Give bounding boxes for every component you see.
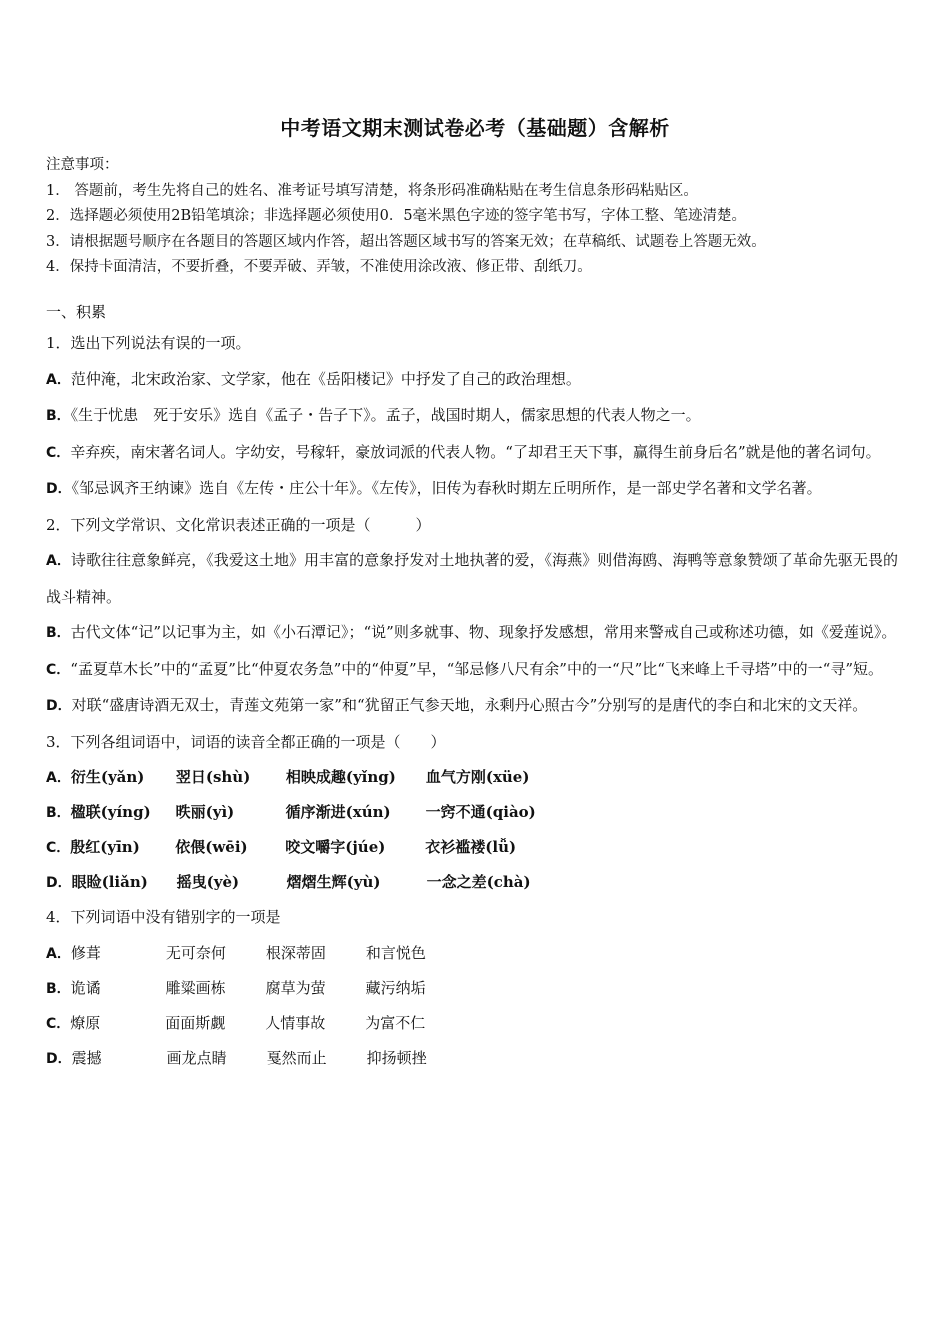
page-title: 中考语文期末测试卷必考（基础题）含解析 bbox=[280, 116, 670, 140]
option-word: 诡谲 bbox=[70, 978, 101, 997]
option-text: 辛弃疾，南宋著名词人。字幼安，号稼轩，豪放词派的代表人物。“了却君王天下事，赢得生前身后名”就是他的著名词句。 bbox=[70, 442, 881, 461]
option-word: 摇曳(yè) bbox=[176, 873, 240, 891]
question-2-option-a bbox=[46, 543, 898, 615]
question-3-option-b bbox=[46, 795, 898, 830]
option-text: 范仲淹，北宋政治家、文学家，他在《岳阳楼记》中抒发了自己的政治理想。 bbox=[70, 369, 581, 388]
option-word: 血气方刚(xüe) bbox=[425, 768, 530, 786]
option-word: 面面斯觑 bbox=[165, 1013, 226, 1032]
section-heading: 一、积累 bbox=[46, 303, 107, 321]
question-1-option-d bbox=[46, 471, 898, 508]
option-label: B． bbox=[46, 408, 71, 424]
option-text: 古代文体“记”以记事为主，如《小石潭记》；“说”则多就事、物、现象抒发感想，常用来警戒自己或称述功德，如《爱莲说》。 bbox=[70, 623, 897, 641]
question-2-option-c bbox=[46, 652, 898, 689]
option-word: 燎原 bbox=[70, 1013, 101, 1032]
question-4-option-c bbox=[46, 1006, 898, 1041]
question-2-stem: 2．下列文学常识、文化常识表述正确的一项是（ ） bbox=[46, 515, 431, 534]
question-1-option-a bbox=[46, 362, 898, 399]
option-word: 一念之差(chà) bbox=[426, 873, 531, 891]
option-word: 殷红(yīn) bbox=[70, 838, 140, 856]
question-2-option-b bbox=[46, 615, 898, 652]
option-word: 腐草为萤 bbox=[265, 978, 326, 997]
option-word: 震撼 bbox=[71, 1048, 102, 1067]
option-word: 翌日(shù) bbox=[175, 768, 251, 786]
notice-block bbox=[46, 153, 906, 281]
option-text: “孟夏草木长”中的“孟夏”比“仲夏农务急”中的“仲夏”早，“邹忌修八尺有余”中的一“尺”比“飞来峰上千寻塔”中的一“寻”短。 bbox=[70, 659, 883, 678]
option-label: B． bbox=[46, 805, 71, 821]
notice-item: 2．选择题必须使用2B铅笔填涂；非选择题必须使用0．5毫米黑色字迹的签字笔书写，字体工整、笔迹清楚。 bbox=[46, 208, 747, 224]
option-word: 戛然而止 bbox=[266, 1048, 327, 1067]
option-word: 昳丽(yì) bbox=[175, 803, 235, 821]
option-text: 《生于忧患 死于安乐》选自《孟子・告子下》。孟子，战国时期人，儒家思想的代表人物之一。 bbox=[70, 406, 701, 424]
question-4-option-a bbox=[46, 936, 898, 971]
question-4-option-b bbox=[46, 971, 898, 1006]
option-label: C． bbox=[46, 840, 71, 856]
option-label: C． bbox=[46, 1015, 71, 1032]
option-text: 诗歌往往意象鲜亮，《我爱这土地》用丰富的意象抒发对土地执著的爱，《海燕》则借海鸥、海鸭等意象赞颂了革命先驱无畏的战斗精神。 bbox=[46, 551, 898, 606]
notice-item: 4．保持卡面清洁，不要折叠，不要弄破、弄皱，不准使用涂改液、修正带、刮纸刀。 bbox=[46, 259, 592, 275]
question-3-option-c bbox=[46, 830, 898, 865]
option-label: D． bbox=[46, 698, 72, 714]
question-2-option-d bbox=[46, 688, 898, 725]
option-word: 修葺 bbox=[70, 943, 101, 962]
option-word: 藏污纳垢 bbox=[365, 978, 426, 997]
question-3-option-d bbox=[46, 865, 898, 900]
option-word: 为富不仁 bbox=[365, 1013, 426, 1032]
question-3-stem: 3．下列各组词语中，词语的读音全都正确的一项是（ ） bbox=[46, 732, 446, 751]
question-1-option-c bbox=[46, 435, 898, 472]
option-word: 无可奈何 bbox=[165, 943, 226, 962]
option-word: 抑扬顿挫 bbox=[366, 1048, 427, 1067]
option-label: B． bbox=[46, 625, 71, 641]
question-4-option-d bbox=[46, 1041, 898, 1076]
option-word: 和言悦色 bbox=[365, 943, 426, 962]
option-label: D． bbox=[46, 875, 72, 891]
notice-item: 3．请根据题号顺序在各题目的答题区域内作答，超出答题区域书写的答案无效；在草稿纸、试题卷上答题无效。 bbox=[46, 233, 766, 250]
option-text: 《邹忌讽齐王纳谏》选自《左传・庄公十年》。《左传》，旧传为春秋时期左丘明所作，是一部史学名著和文学名著。 bbox=[71, 479, 822, 497]
option-word: 衍生(yǎn) bbox=[70, 768, 145, 786]
option-word: 楹联(yíng) bbox=[70, 803, 151, 821]
option-label: C． bbox=[46, 661, 71, 678]
option-label: A． bbox=[46, 553, 71, 569]
option-text: 对联“盛唐诗酒无双士，青莲文苑第一家”和“犹留正气参天地，永剩丹心照古今”分别写的是唐代的李白和北宋的文天祥。 bbox=[71, 696, 868, 714]
question-1-stem: 1．选出下列说法有误的一项。 bbox=[46, 334, 251, 352]
question-1-option-b bbox=[46, 398, 898, 435]
option-word: 依偎(wēi) bbox=[175, 838, 248, 856]
option-word: 循序渐进(xún) bbox=[285, 803, 391, 821]
option-word: 根深蒂固 bbox=[265, 943, 326, 962]
option-label: A． bbox=[46, 770, 71, 786]
option-label: D． bbox=[46, 481, 72, 497]
option-label: A． bbox=[46, 371, 71, 388]
question-3-option-a bbox=[46, 760, 898, 795]
option-word: 衣衫褴褛(lǚ) bbox=[425, 838, 517, 856]
option-label: B． bbox=[46, 980, 71, 997]
notice-heading: 注意事项： bbox=[46, 157, 119, 173]
option-label: A． bbox=[46, 945, 71, 962]
option-label: D． bbox=[46, 1050, 72, 1067]
questions bbox=[46, 299, 898, 1076]
option-word: 熠熠生辉(yù) bbox=[286, 873, 381, 891]
option-word: 人情事故 bbox=[265, 1013, 326, 1032]
option-word: 一窍不通(qiào) bbox=[425, 803, 536, 821]
option-word: 画龙点睛 bbox=[166, 1048, 227, 1067]
option-label: C． bbox=[46, 444, 71, 461]
option-word: 相映成趣(yǐng) bbox=[285, 768, 396, 786]
option-word: 雕粱画栋 bbox=[165, 978, 226, 997]
option-word: 咬文嚼字(júe) bbox=[285, 838, 386, 856]
question-4-stem: 4．下列词语中没有错别字的一项是 bbox=[46, 908, 281, 926]
notice-item: 1． 答题前，考生先将自己的姓名、准考证号填写清楚，将条形码准确粘贴在考生信息条形码粘贴区。 bbox=[46, 182, 698, 199]
option-word: 眼睑(liǎn) bbox=[71, 873, 148, 891]
